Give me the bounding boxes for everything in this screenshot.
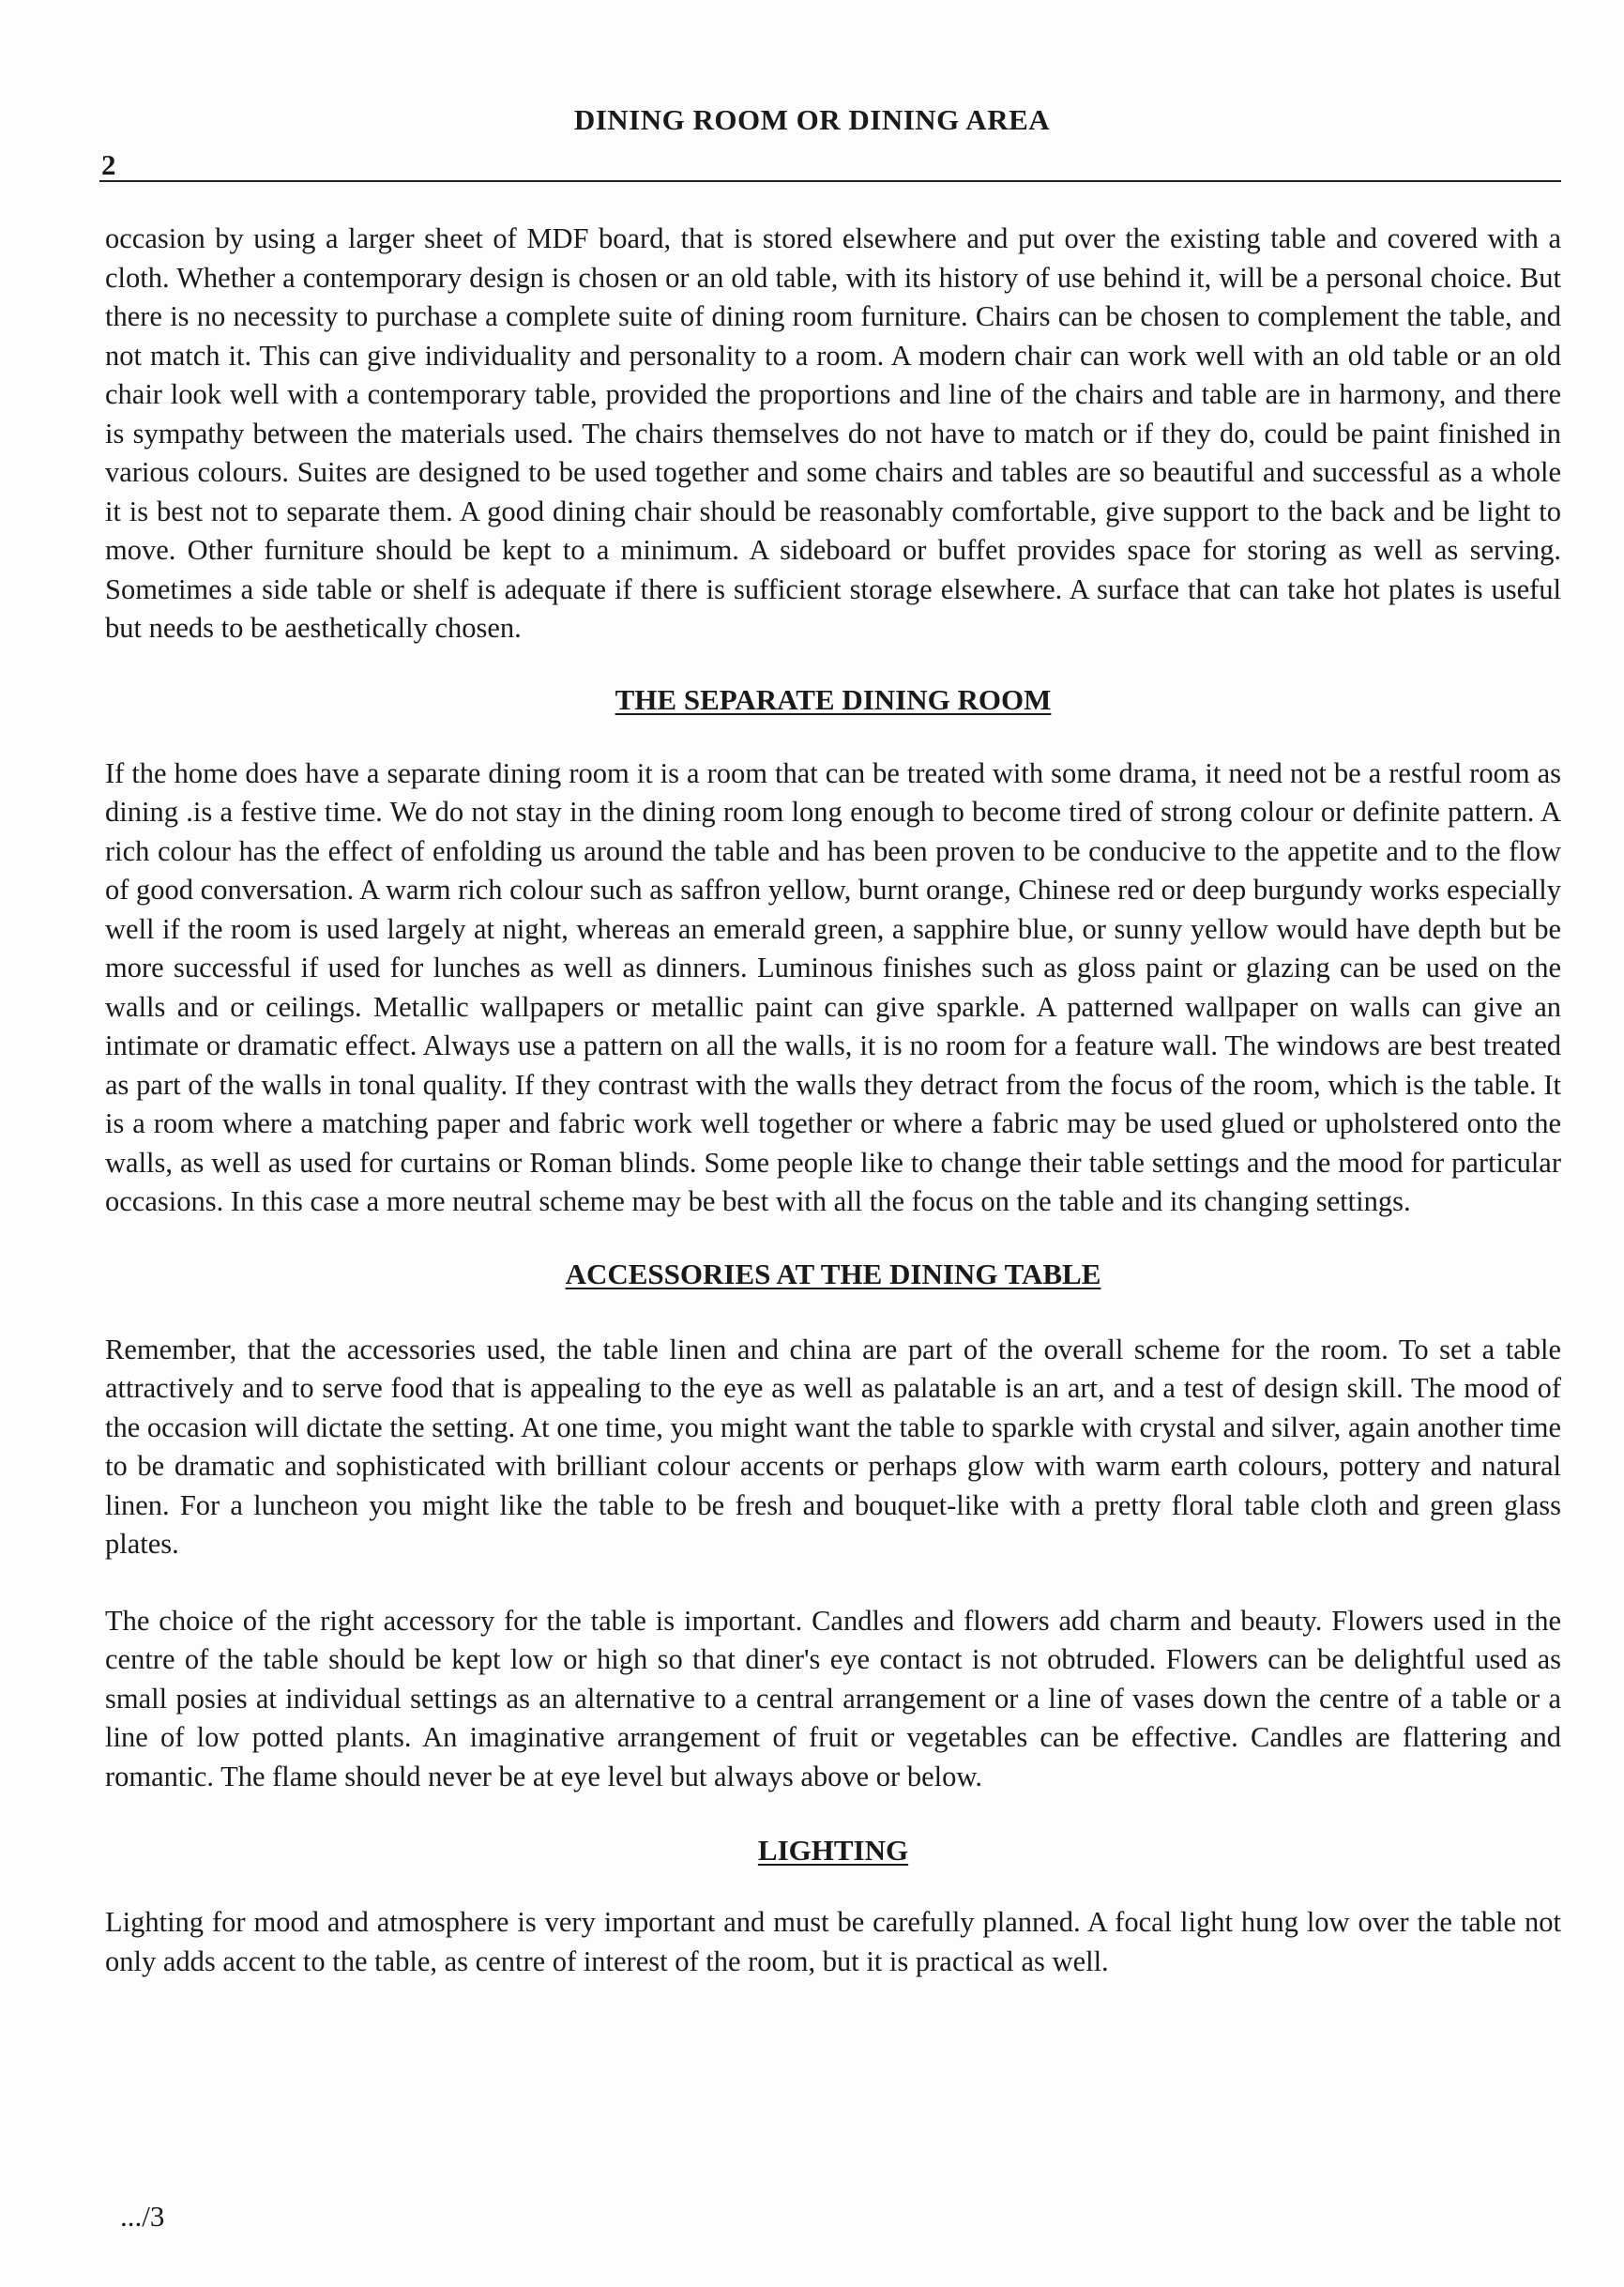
page-number: 2 [101, 148, 116, 181]
page-title: DINING ROOM OR DINING AREA [573, 103, 1051, 136]
separate-dining-room-heading: THE SEPARATE DINING ROOM [615, 682, 1052, 716]
separate-dining-room-paragraph: If the home does have a separate dining room it is a room that can be treated with some drama, it need not be a restful room as dining .is a festive time. We do not stay in the dining room long enough to become tired of strong colour or definite pattern. A rich colour has the effect of enfolding us around the table and has been proven to be conducive to the appetite and to the flow of good conversation. A warm rich colour such as saffron yellow, burnt orange, Chinese red or deep burgundy works especially well if the room is used largely at night, whereas an emerald green, a sapphire blue, or sunny yellow would have depth but be more successful if used for lunches as well as dinners. Luminous finishes such as gloss paint or glazing can be used on the walls and or ceilings. Metallic wallpapers or metallic paint can give sparkle. A patterned wallpaper on walls can give an intimate or dramatic effect. Always use a pattern on all the walls, it is no room for a feature wall. The windows are best treated as part of the walls in tonal quality. If they contrast with the walls they detract from the focus of the room, which is the table. It is a room where a matching paper and fabric work well together or where a fabric may be used glued or upholstered onto the walls, as well as used for curtains or Roman blinds. Some people like to change their table settings and the mood for particular occasions. In this case a more neutral scheme may be best with all the focus on the table and its changing settings. [105, 756, 1562, 1217]
header-divider [99, 180, 1561, 182]
continuation-marker: .../3 [120, 2200, 165, 2233]
accessories-heading: ACCESSORIES AT THE DINING TABLE [565, 1257, 1101, 1290]
accessories-paragraph-2: The choice of the right accessory for the table is important. Candles and flowers add charm and beauty. Flowers used in the centre of the table should be kept low or high so that diner's eye contact is not obtruded. Flowers can be delightful used as small posies at individual settings as an alternative to a central arrangement or a line of vases down the centre of a table or a line of low potted plants. An imaginative arrangement of fruit or vegetables can be effective. Candles are flattering and romantic. The flame should never be at eye level but always above or below. [105, 1604, 1561, 1792]
intro-paragraph: occasion by using a larger sheet of MDF board, that is stored elsewhere and put over the existing table and covered with a cloth. Whether a contemporary design is chosen or an old table, with its history of use behind it, will be a personal choice. But there is no necessity to purchase a complete suite of dining room furniture. Chairs can be chosen to complement the table, and not match it. This can give individuality and personality to a room. A modern chair can work well with an old table or an old chair look well with a contemporary table, provided the proportions and line of the chairs and table are in harmony, and there is sympathy between the materials used. The chairs themselves do not have to match or if they do, could be paint finished in various colours. Suites are designed to be used together and some chairs and tables are so beautiful and successful as a whole it is best not to separate them. A good dining chair should be reasonably comfortable, give support to the back and be light to move. Other furniture should be kept to a minimum. A sideboard or buffet provides space for storing as well as serving. Sometimes a side table or shelf is adequate if there is sufficient storage elsewhere. A surface that can take hot plates is useful but needs to be aesthetically chosen. [105, 222, 1561, 644]
body-content [105, 220, 1561, 1981]
lighting-paragraph: Lighting for mood and atmosphere is very important and must be carefully planned. A focal light hung low over the table not only adds accent to the table, as centre of interest of the room, but it is practical as well. [105, 1906, 1561, 1977]
accessories-paragraph-1: Remember, that the accessories used, the table linen and china are part of the overall scheme for the room. To set a table attractively and to serve food that is appealing to the eye as well as palatable is an art, and a test of design skill. The mood of the occasion will dictate the setting. At one time, you might want the table to sparkle with crystal and silver, again another time to be dramatic and sophisticated with brilliant colour accents or perhaps glow with warm earth colours, pottery and natural linen. For a luncheon you might like the table to be fresh and bouquet-like with a pretty floral table cloth and green glass plates. [105, 1333, 1561, 1560]
lighting-heading: LIGHTING [757, 1834, 909, 1867]
